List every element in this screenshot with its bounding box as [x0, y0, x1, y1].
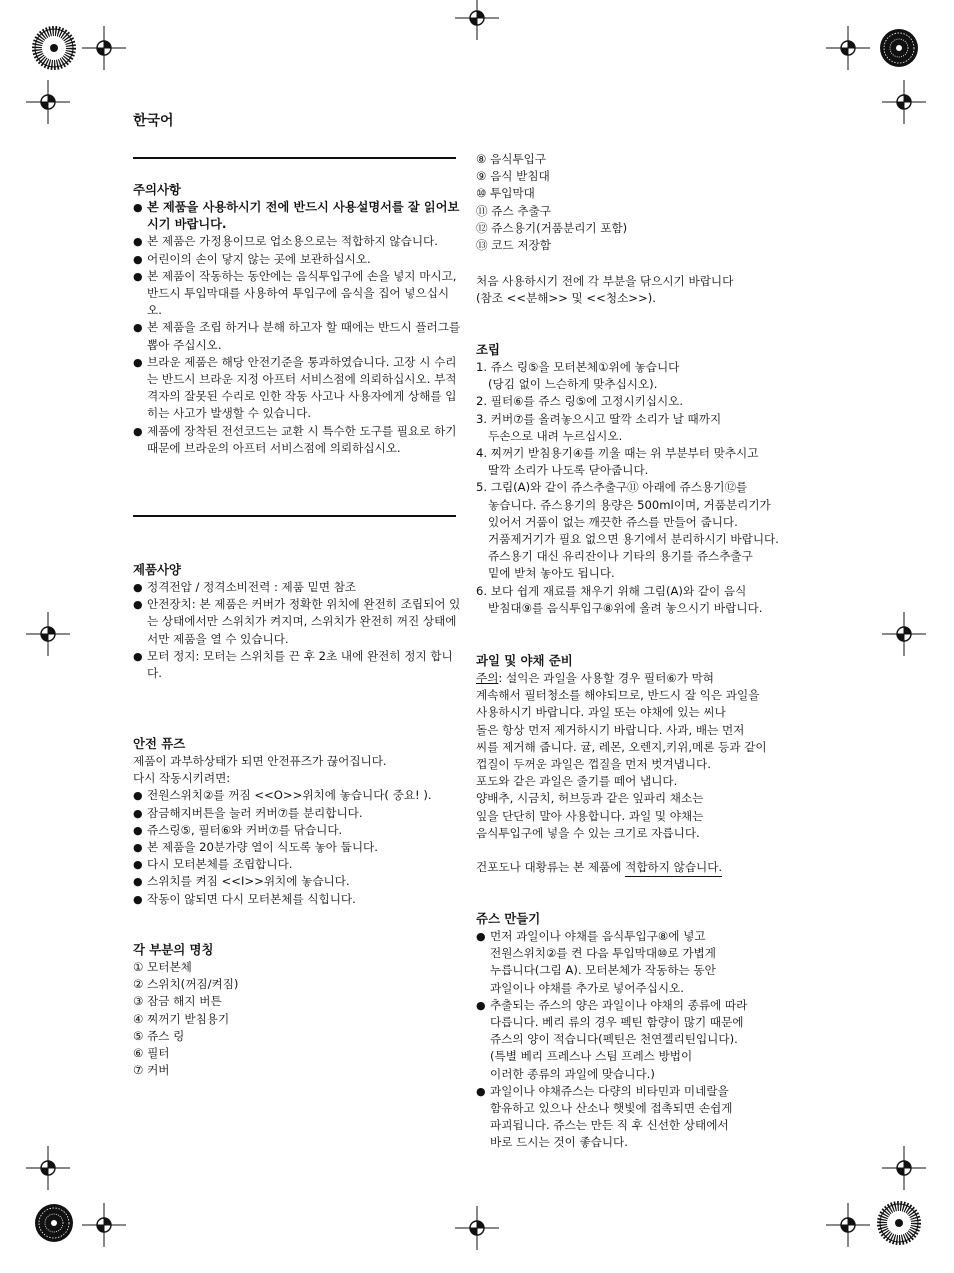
list-item: ● 전원스위치②를 꺼짐 <<O>>위치에 놓습니다( 중요! ). [133, 788, 432, 803]
making-section [476, 910, 856, 1152]
text-line: 돌은 항상 먼저 제거하시기 바랍니다. 사과, 배는 먼저 [476, 722, 745, 737]
fuse-intro-line: 제품이 과부하상태가 되면 안전퓨즈가 끊어집니다. [133, 754, 387, 768]
text-line: 잎을 단단히 말아 사용합니다. 과일 및 야채는 [476, 808, 704, 823]
list-item: 3. 커버⑦를 올려놓으시고 딸깍 소리가 날 때까지 두손으로 내려 누르십시오. [476, 411, 722, 443]
specs-section [133, 561, 463, 682]
prep-title: 과일 및 야채 준비 [476, 653, 573, 668]
list-item: ⑥ 필터 [133, 1046, 170, 1061]
text-line: 포도와 같은 과일은 줄기를 떼어 냅니다. [476, 774, 678, 789]
list-item: ● 작동이 않되면 다시 모터본체를 식힙니다. [133, 891, 356, 906]
assembly-title: 조립 [476, 342, 500, 357]
list-item: ⑧ 음식투입구 [476, 152, 547, 166]
list-item: ● 본 제품이 작동하는 동안에는 음식투입구에 손을 넣지 마시고, 반드시 투입막대를 사용하여 투입구에 음식을 집어 넣으십시오. [133, 268, 457, 318]
list-item: ● 어린이의 손이 닿지 않는 곳에 보관하십시오. [133, 251, 371, 266]
list-item: 6. 보다 쉽게 재료를 채우기 위해 그림(A)와 같이 음식 받침대⑨를 음식투입구⑧위에 올려 놓으시기 바랍니다. [476, 583, 763, 615]
list-item: ● 정격전압 / 정격소비전력 : 제품 밑면 참조 [133, 580, 357, 594]
star-target-icon [35, 1204, 73, 1242]
parts-title: 각 부분의 명칭 [133, 942, 214, 957]
note-line: 건포도나 대황류는 본 제품에 적합하지 않습니다. [476, 859, 856, 876]
prep-section [476, 652, 856, 876]
list-item: ③ 잠금 해지 버튼 [133, 994, 222, 1009]
list-item: ● 안전장치: 본 제품은 커버가 정확한 위치에 완전히 조립되어 있는 상태에서만 스위치가 켜지며, 스위치가 완전히 꺼진 상태에서만 제품을 열 수 있습니다. [133, 597, 461, 646]
caution-title: 주의사항 [133, 182, 181, 197]
language-heading: 한국어 [133, 113, 174, 129]
list-item: ④ 찌꺼기 받침용기 [133, 1011, 230, 1026]
list-item: ⑤ 쥬스 링 [133, 1028, 185, 1043]
list-item: 2. 필터⑥를 쥬스 링⑤에 고정시키십시오. [476, 394, 684, 409]
text-line: 주의: 설익은 과일을 사용할 경우 필터⑥가 막혀 [476, 671, 715, 685]
star-target-icon [35, 29, 73, 67]
assembly-section [476, 341, 856, 617]
list-item: ● 본 제품을 조립 하거나 분해 하고자 할 때에는 반드시 플러그를 뽑아 주십시오. [133, 320, 461, 352]
parts-continued [476, 151, 856, 254]
list-item: ⑦ 커버 [133, 1063, 170, 1078]
text-line: (참조 <<분해>> 및 <<청소>>). [476, 291, 656, 306]
text-line: 씨를 제거해 줍니다. 귤, 레몬, 오렌지,키위,메론 등과 같이 [476, 739, 767, 754]
text-line: 사용하시기 바랍니다. 과일 또는 야채에 있는 씨나 [476, 705, 726, 720]
list-item: 4. 찌꺼기 받침용기④를 끼울 때는 위 부분부터 맞추시고 딸깍 소리가 나도록 닫아줍니다. [476, 446, 759, 478]
specs-title: 제품사양 [133, 562, 181, 577]
list-item: ● 먼저 과일이나 야채를 음식투입구⑧에 넣고 전원스위치②를 켠 다음 투입막대⑩로 가볍게 누릅니다(그림 A). 모터본체가 작동하는 동안 과일이나 야채를 추가로 넣어주십시오. [476, 929, 716, 995]
list-item: ● 추출되는 쥬스의 양은 과일이나 야채의 종류에 따라 다릅니다. 베리 류의 경우 펙틴 함량이 많기 때문에 쥬스의 양이 적습니다(펙틴은 천연젤리틴입니다). (특별 베리 프레스나 스팀 프레스 방법이 이러한 종류의 과일에 맞습니다.) [476, 997, 748, 1081]
fuse-intro-line: 다시 작동시키려면: [133, 771, 231, 786]
list-item: ● 쥬스링⑤, 필터⑥와 커버⑦를 닦습니다. [133, 822, 343, 837]
star-target-icon [880, 29, 918, 67]
fuse-section [133, 735, 478, 908]
list-item: ① 모터본체 [133, 960, 192, 974]
list-item: ⑫ 쥬스용기(거품분리기 포함) [476, 220, 628, 235]
list-item: ⑩ 투입막대 [476, 186, 535, 201]
list-item: ⑬ 코드 저장함 [476, 238, 551, 253]
list-item: ⑨ 음식 받침대 [476, 169, 550, 184]
list-item: ● 모터 정지: 모터는 스위치를 끈 후 2초 내에 완전히 정지 합니다. [133, 648, 453, 681]
star-target-icon [880, 1204, 918, 1242]
text-line: 껍질이 두꺼운 과일은 껍질을 먼저 벗겨냅니다. [476, 757, 711, 772]
list-item: 1. 쥬스 링⑤을 모터본체①위에 놓습니다 (당김 없이 느슨하게 맞추십시오). [476, 360, 680, 392]
list-item: ⑪ 쥬스 추출구 [476, 203, 551, 218]
list-item: ● 제품에 장착된 전선코드는 교환 시 특수한 도구를 필요로 하기 때문에 브라운의 아프터 서비스점에 의뢰하십시오. [133, 423, 457, 455]
list-item: ● 스위치를 켜짐 <<I>>위치에 놓습니다. [133, 874, 350, 889]
clean-note [476, 273, 856, 307]
list-item: ● 다시 모터본체를 조립합니다. [133, 857, 293, 872]
parts-section [133, 941, 463, 1079]
list-item: ● 과일이나 야채쥬스는 다량의 비타민과 미네랄을 함유하고 있으나 산소나 햇빛에 접촉되면 손쉽게 파괴됩니다. 쥬스는 만든 직 후 신선한 상태에서 바로 드시는 것이 좋습니다. [476, 1083, 733, 1150]
list-item: ● 본 제품은 가정용이므로 업소용으로는 적합하지 않습니다. [133, 234, 438, 249]
text-line: 양배추, 시금치, 허브등과 같은 잎파리 채소는 [476, 791, 704, 806]
text-line: 처음 사용하시기 전에 각 부분을 닦으시기 바랍니다 [476, 274, 734, 288]
text-line: 음식투입구에 넣을 수 있는 크기로 자릅니다. [476, 825, 700, 840]
fuse-title: 안전 퓨즈 [133, 736, 186, 751]
caution-label: 주의 [476, 671, 499, 685]
left-column [133, 181, 463, 457]
list-item: ● 본 제품을 20분가량 열이 식도록 놓아 둡니다. [133, 840, 378, 855]
list-item: ● 잠금해지버튼을 눌러 커버⑦를 분리합니다. [133, 805, 363, 820]
divider-top-left [133, 157, 456, 159]
caution-list [133, 199, 463, 457]
list-item: ● 본 제품을 사용하시기 전에 반드시 사용설명서를 잘 읽어보시기 바랍니다. [133, 200, 460, 232]
list-item: ② 스위치(꺼짐/켜짐) [133, 977, 239, 992]
making-title: 쥬스 만들기 [476, 911, 541, 926]
list-item: 5. 그림(A)와 같이 쥬스추출구⑪ 아래에 쥬스용기⑫를 놓습니다. 쥬스용기의 용량은 500ml이며, 거품분리기가 있어서 거품이 없는 깨끗한 쥬스를 만들어 줍니다. 거품제거기가 필요 없으면 용기에서 분리하시기 바랍니다. 쥬스용기 대신 유리잔이나 기타의 용기를 쥬스추출구 밑에 받쳐 놓아도 됩니다. [476, 480, 779, 581]
list-item: ● 브라운 제품은 해당 안전기준을 통과하였습니다. 고장 시 수리는 반드시 브라운 지정 아프터 서비스점에 의뢰하십시오. 부적격자의 잘못된 수리로 인한 작동 사고나 사용자에게 상해를 입히는 사고가 발생할 수 있습니다. [133, 354, 457, 421]
text-line: 계속해서 필터청소를 해야되므로, 반드시 잘 익은 과일을 [476, 688, 760, 703]
divider-bottom-left [133, 515, 456, 517]
